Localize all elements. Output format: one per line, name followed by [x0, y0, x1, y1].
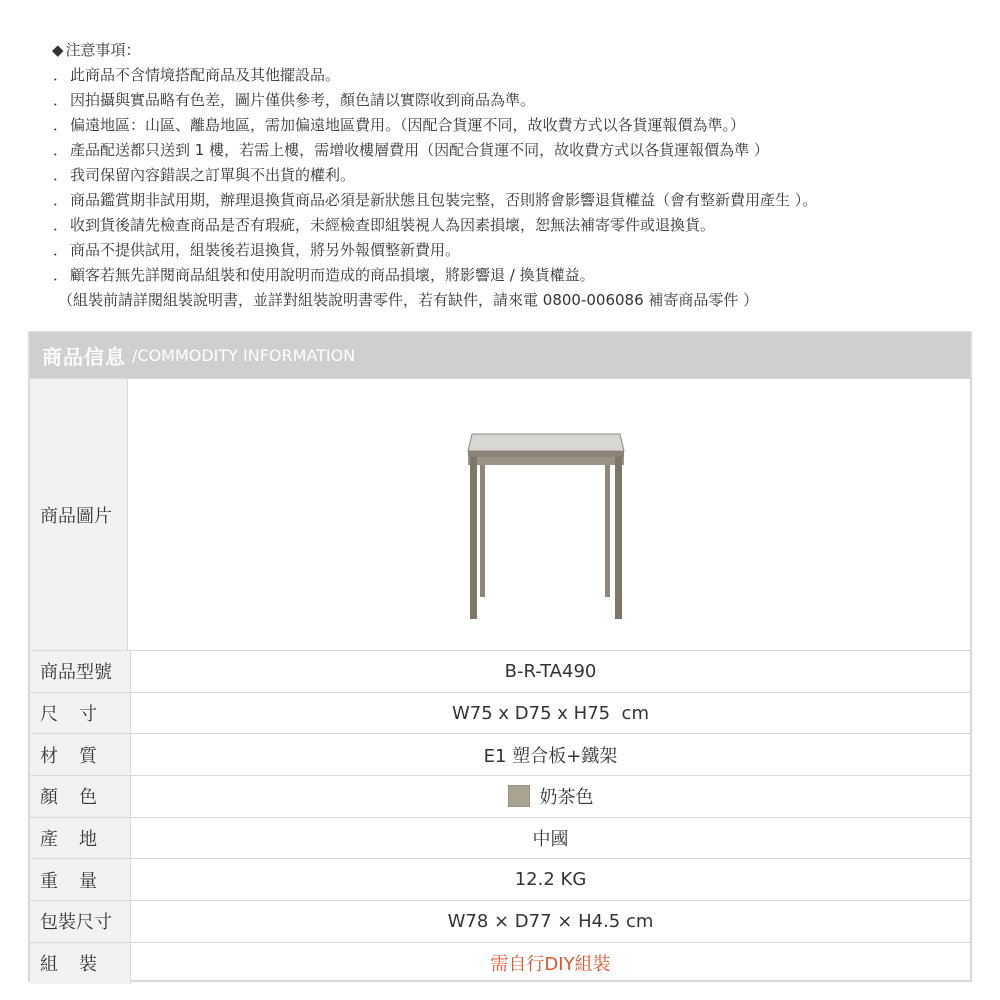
notes-heading: ◆ 注意事項： — [52, 41, 141, 59]
notes-item: ． 顧客若無先詳閱商品組裝和使用說明而造成的商品損壞，將影響退 / 換貨權益。 — [52, 263, 982, 288]
notes-item: ． 因拍攝與實品略有色差，圖片僅供參考，顏色請以實際收到商品為準。 — [52, 88, 982, 113]
table-subtitle: /COMMODITY INFORMATION — [132, 346, 356, 365]
bullet-icon: ． — [53, 66, 69, 84]
label-weight: 重 量 — [30, 859, 131, 900]
product-image — [128, 379, 970, 650]
row-package — [30, 900, 970, 942]
table-leg-back-left — [480, 465, 485, 597]
label-material: 材 質 — [30, 734, 131, 775]
label-color: 顏 色 — [30, 776, 131, 817]
diamond-icon: ◆ — [52, 41, 64, 59]
notes-item: ． 產品配送都只送到 1 樓，若需上樓，需增收樓層費用（因配合貨運不同，故收費方式以各貨運報價為準 ） — [52, 138, 982, 163]
notes-item: ． 商品鑑賞期非試用期，辦理退換貨商品必須是新狀態且包裝完整，否則將會影響退貨權益（會有整新費用產生 ）。 — [52, 188, 982, 213]
row-color — [30, 775, 970, 817]
bullet-icon: ． — [53, 166, 69, 184]
notes-footnote: （組裝前請詳閱組裝說明書，並詳對組裝說明書零件，若有缺件，請來電 0800-006086 補寄商品零件 ） — [58, 291, 759, 309]
notes-item: ． 偏遠地區：山區、離島地區，需加偏遠地區費用。（因配合貨運不同，故收費方式以各貨運報價為準。） — [52, 113, 982, 138]
label-photo: 商品圖片 — [30, 379, 128, 650]
row-assembly — [30, 942, 970, 984]
color-swatch — [508, 785, 530, 807]
row-weight — [30, 858, 970, 900]
table-apron — [468, 457, 624, 465]
table-top-surface — [468, 434, 624, 451]
label-size: 尺 寸 — [30, 693, 131, 734]
notes-item: ． 收到貨後請先檢查商品是否有瑕疵，未經檢查即組裝視人為因素損壞，恕無法補寄零件或退換貨。 — [52, 213, 982, 238]
value-origin: 中國 — [532, 829, 569, 851]
value-color — [131, 776, 970, 817]
value-weight: 12.2 KG — [514, 869, 587, 891]
table-title: 商品信息 — [42, 345, 126, 369]
bullet-icon: ． — [53, 116, 69, 134]
bullet-icon: ． — [53, 141, 69, 159]
notes-section — [52, 38, 982, 313]
row-material — [30, 733, 970, 775]
table-leg-front-left — [470, 457, 477, 619]
commodity-info-table — [28, 331, 972, 982]
bullet-icon: ． — [53, 241, 69, 259]
label-model: 商品型號 — [30, 651, 131, 692]
color-name: 奶茶色 — [539, 787, 594, 809]
row-origin — [30, 817, 970, 859]
table-leg-back-right — [605, 465, 610, 597]
table-header — [30, 333, 970, 378]
table-leg-front-right — [615, 457, 622, 619]
bullet-icon: ． — [53, 91, 69, 109]
value-size: W75 x D75 x H75 cm — [452, 702, 649, 724]
table-product-illustration — [128, 379, 970, 649]
bullet-icon: ． — [53, 191, 69, 209]
row-size — [30, 692, 970, 734]
value-material: E1 塑合板+鐵架 — [483, 745, 618, 767]
bullet-icon: ． — [53, 216, 69, 234]
notes-list — [52, 63, 982, 288]
notes-item: ． 此商品不含情境搭配商品及其他擺設品。 — [52, 63, 982, 88]
notes-item: ． 商品不提供試用，組裝後若退換貨，將另外報價整新費用。 — [52, 238, 982, 263]
value-model: B-R-TA490 — [504, 660, 597, 682]
label-assembly: 組 裝 — [30, 943, 131, 984]
label-package: 包裝尺寸 — [30, 901, 131, 942]
table-top-edge — [468, 451, 624, 457]
value-assembly: 需自行DIY組裝 — [490, 954, 611, 976]
label-origin: 產 地 — [30, 818, 131, 859]
notes-item: ． 我司保留內容錯誤之訂單與不出貨的權利。 — [52, 163, 982, 188]
row-photo — [30, 378, 970, 650]
row-model — [30, 650, 970, 692]
bullet-icon: ． — [53, 266, 69, 284]
value-package: W78 × D77 × H4.5 cm — [447, 910, 654, 932]
